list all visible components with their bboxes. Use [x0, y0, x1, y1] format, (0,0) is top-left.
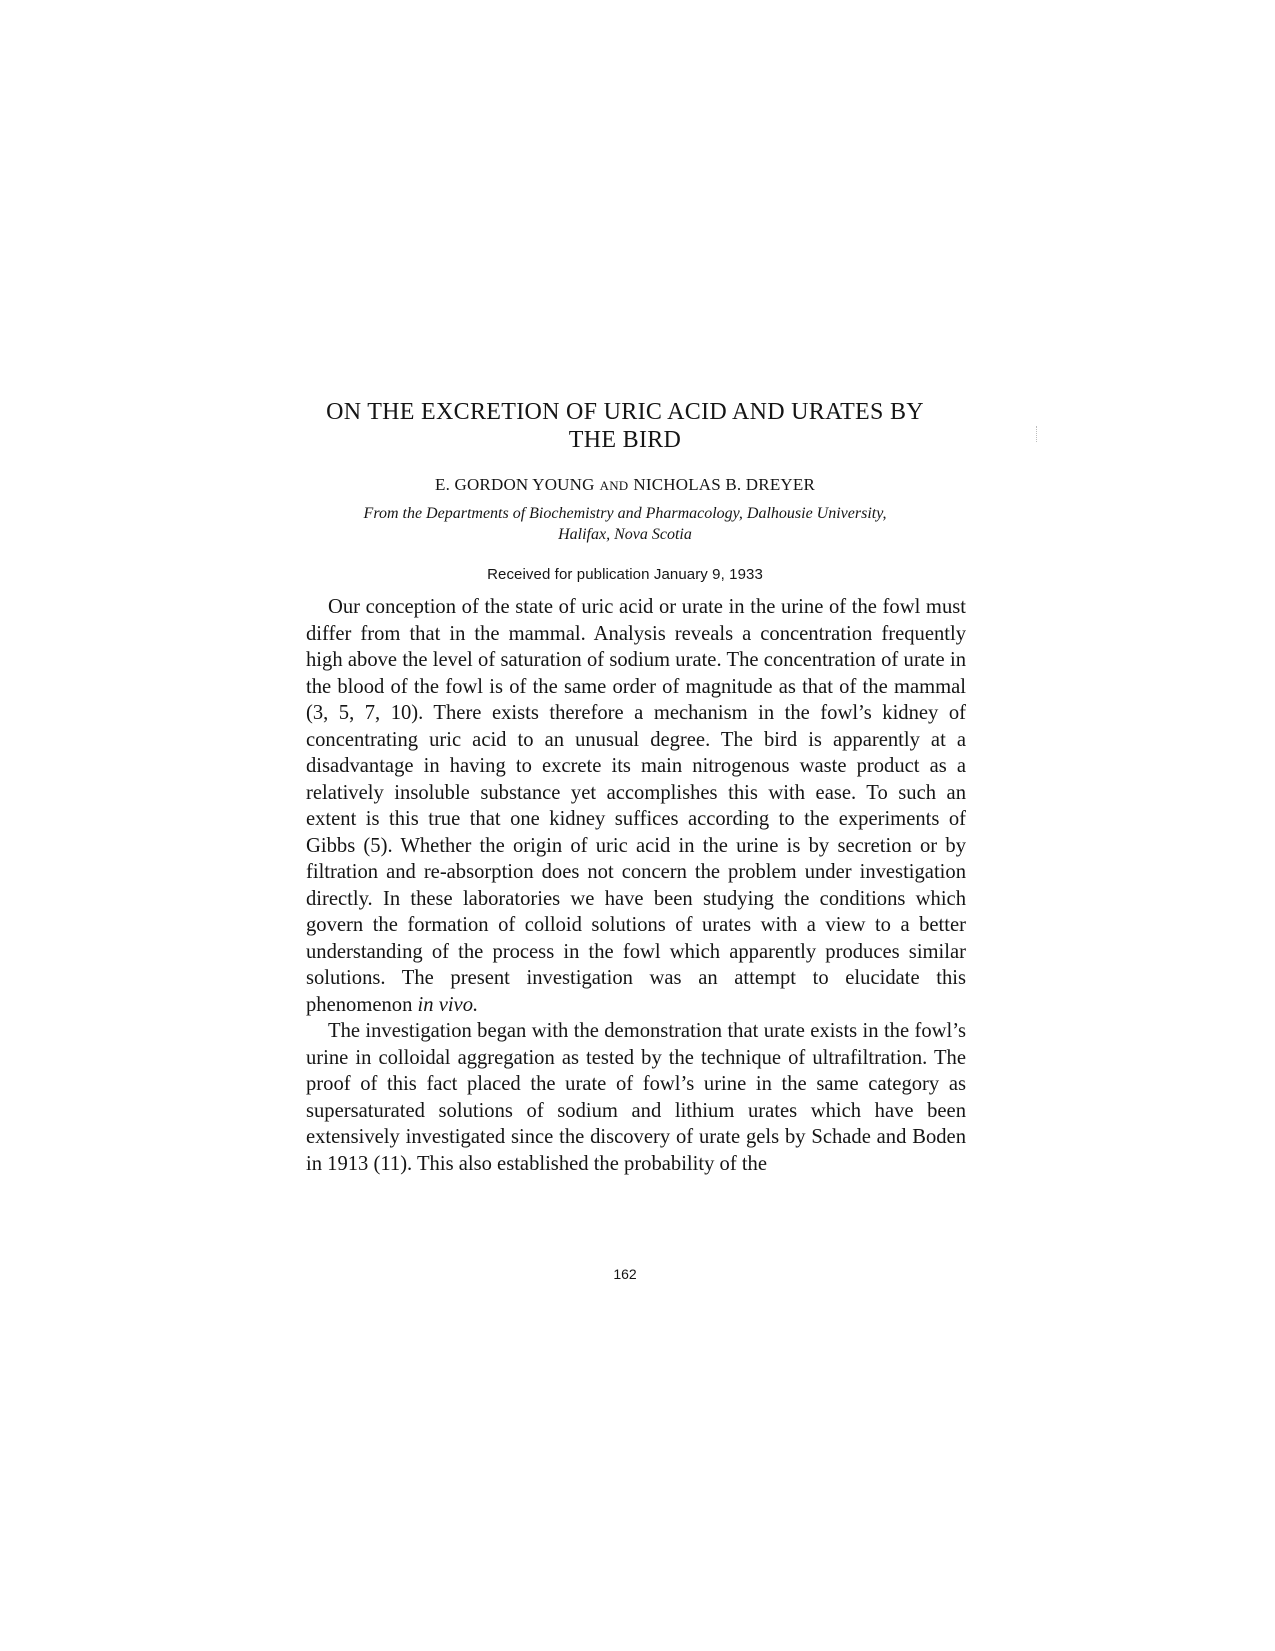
affiliation: [285, 503, 965, 545]
paragraph-1: [306, 594, 966, 1018]
author-1: E. GORDON YOUNG: [434, 475, 595, 494]
article-title: [285, 398, 965, 454]
affiliation-line-2: Halifax, Nova Scotia: [558, 526, 692, 543]
scan-margin-mark: [1036, 426, 1038, 442]
author-2: NICHOLAS B. DREYER: [633, 475, 816, 494]
body-text: [306, 594, 966, 1177]
affiliation-line-1: From the Departments of Biochemistry and Pharmacology, Dalhousie University,: [363, 505, 887, 522]
article-title-line-2: THE BIRD: [568, 427, 682, 453]
author-conjunction: AND: [599, 478, 629, 493]
article-title-line-1: ON THE EXCRETION OF URIC ACID AND URATES BY: [326, 399, 924, 425]
author-line: [285, 475, 965, 496]
paragraph-2-text: The investigation began with the demonstration that urate exists in the fowl’s urine in colloidal aggregation as tested by the technique of ultrafiltration. The proof of this fact placed the urate of fowl’s urine in the same category as supersaturated solutions of sodium and lithium urates which have been extensively investigated since the discovery of urate gels by Schade and Boden in 1913 (11). This also established the probability of the: [306, 1020, 966, 1175]
paragraph-1-text: Our conception of the state of uric acid or urate in the urine of the fowl must differ from that in the mammal. Analysis reveals a concentration frequently high above the level of saturation of sodium urate. The concentration of urate in the blood of the fowl is of the same order of magnitude as that of the mammal (3, 5, 7, 10). There exists therefore a mechanism in the fowl’s kidney of concentrating uric acid to an unusual degree. The bird is apparently at a disadvantage in having to excrete its main nitrogenous waste product as a relatively insoluble substance yet accomplishes this with ease. To such an extent is this true that one kidney suffices according to the experiments of Gibbs (5). Whether the origin of uric acid in the urine is by secretion or by filtration and re-absorption does not concern the problem under investigation directly. In these laboratories we have been studying the conditions which govern the formation of colloid solutions of urates with a view to a better understanding of the process in the fowl which apparently produces similar solutions. The present investigation was an attempt to elucidate this phenomenon: [306, 596, 966, 1016]
paragraph-1-italic: in vivo.: [417, 993, 479, 1016]
page-number: 162: [613, 1266, 637, 1282]
paragraph-2: [306, 1018, 966, 1177]
received-date: Received for publication January 9, 1933: [487, 566, 763, 583]
